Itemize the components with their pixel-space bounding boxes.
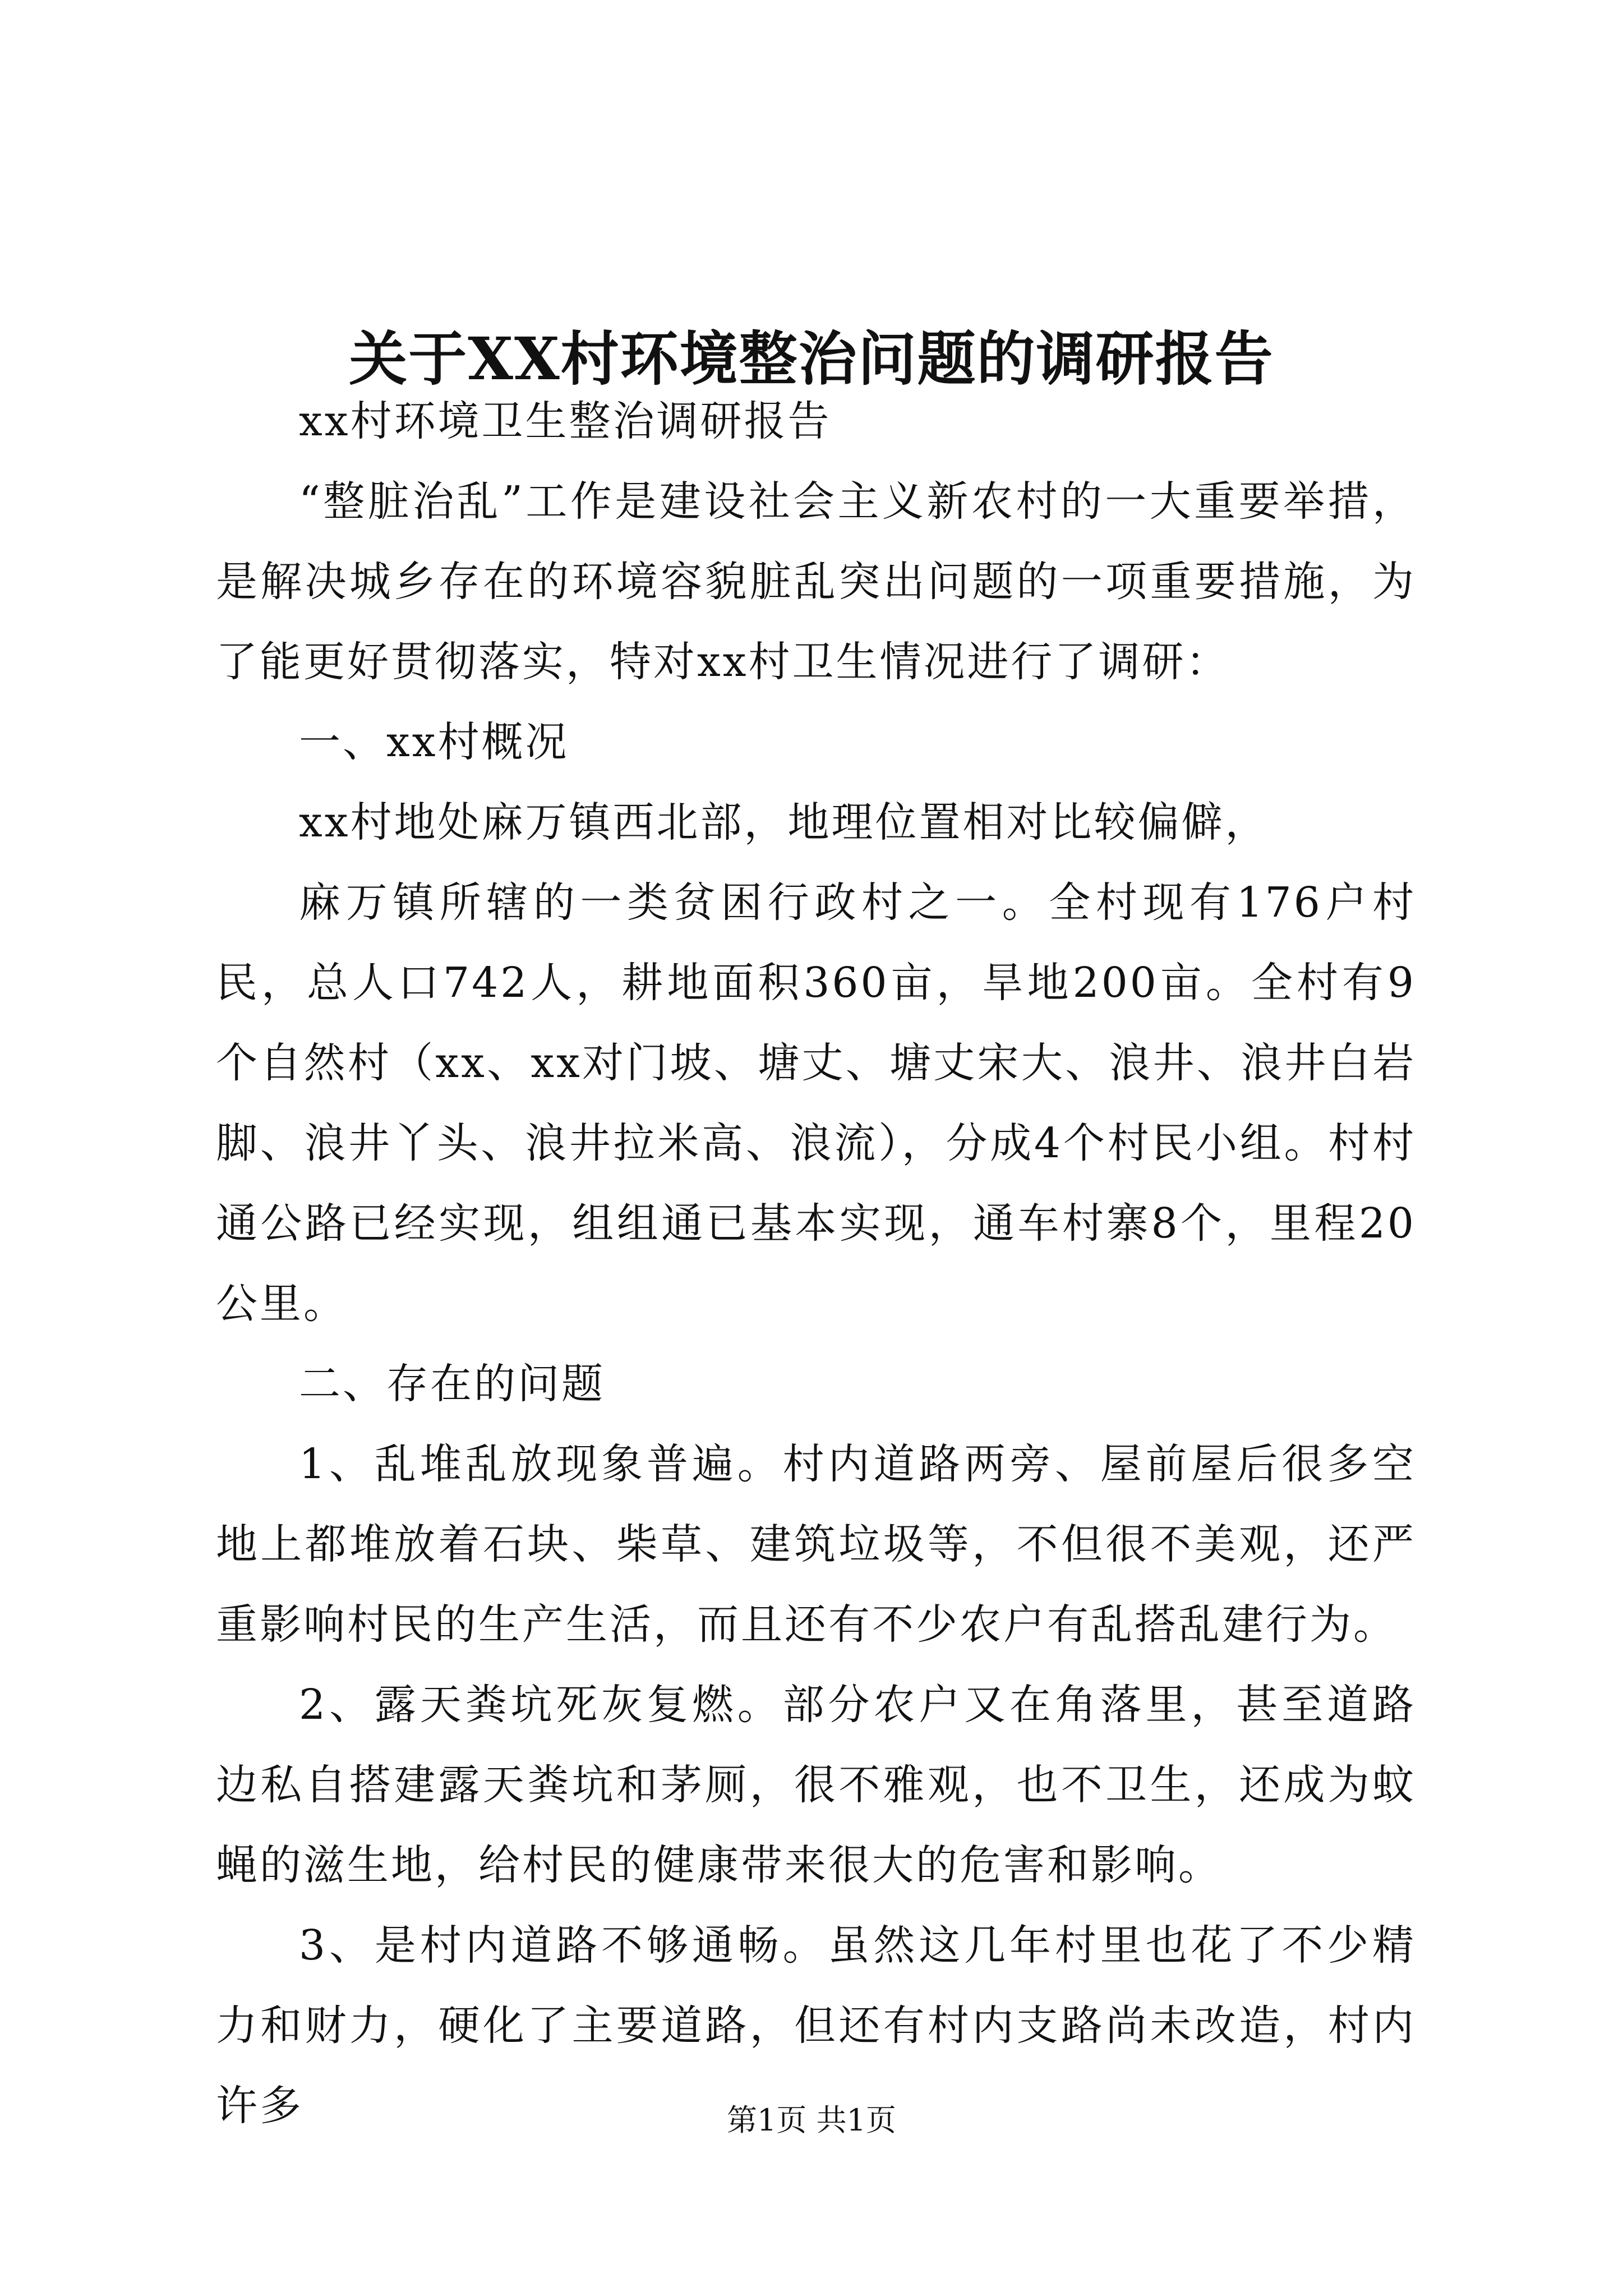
overview-paragraph-2: 麻万镇所辖的一类贫困行政村之一。全村现有176户村民，总人口742人，耕地面积360亩，旱地200亩。全村有9个自然村（xx、xx对门坡、塘丈、塘丈宋大、浪井、浪井白岩脚、浪井丫头、浪井拉米高、浪流），分成4个村民小组。村村通公路已经实现，组组通已基本实现，通车村寨8个，里程20公里。 [216,878,1416,1328]
problem-paragraph-2: 2、露天粪坑死灰复燃。部分农户又在角落里，甚至道路边私自搭建露天粪坑和茅厕，很不雅观，也不卫生，还成为蚊蝇的滋生地，给村民的健康带来很大的危害和影响。 [216,1681,1416,1889]
section-heading-problems: 二、存在的问题 [299,1360,605,1408]
overview-paragraph-1: xx村地处麻万镇西北部，地理位置相对比较偏僻， [299,798,1269,846]
intro-paragraph: “整脏治乱”工作是建设社会主义新农村的一大重要举措，是解决城乡存在的环境容貌脏乱突出问题的一项重要措施，为了能更好贯彻落实，特对xx村卫生情况进行了调研： [216,477,1416,686]
section-heading-overview: 一、xx村概况 [299,718,569,766]
document-body [216,381,1416,2146]
document-title: 关于XX村环境整治问题的调研报告 [349,324,1274,393]
problem-paragraph-3: 3、是村内道路不够通畅。虽然这几年村里也花了不少精力和财力，硬化了主要道路，但还有村内支路尚未改造，村内许多 [216,1921,1416,2130]
document-subtitle: xx村环境卫生整治调研报告 [299,397,832,445]
problem-paragraph-1: 1、乱堆乱放现象普遍。村内道路两旁、屋前屋后很多空地上都堆放着石块、柴草、建筑垃圾等，不但很不美观，还严重影响村民的生产生活，而且还有不少农户有乱搭乱建行为。 [216,1440,1416,1649]
page-number-footer: 第1页 共1页 [727,2102,896,2138]
